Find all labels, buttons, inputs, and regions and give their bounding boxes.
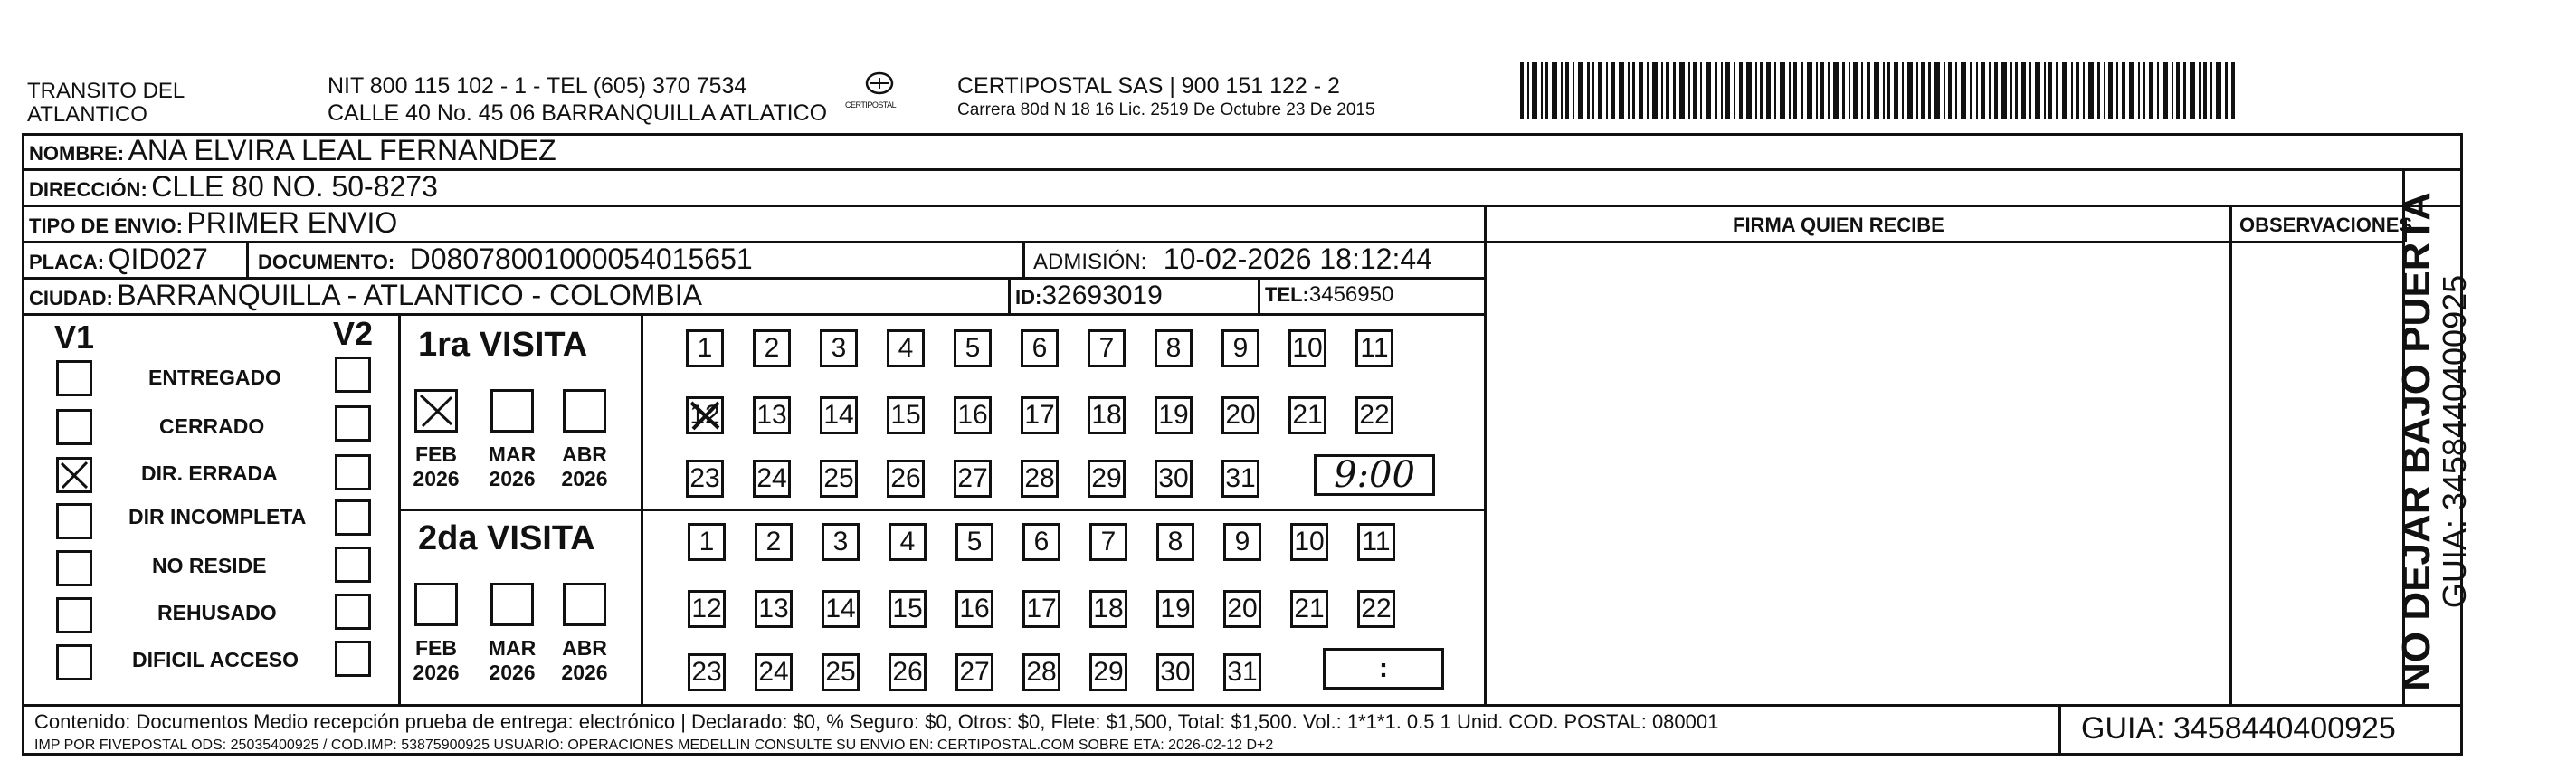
second-visit-day-16[interactable]: 16 <box>955 590 993 628</box>
id-cell <box>1015 281 1163 311</box>
second-visit-label: 2da VISITA <box>418 519 595 557</box>
second-visit-day-6[interactable]: 6 <box>1022 523 1060 561</box>
second-visit-day-15[interactable]: 15 <box>889 590 927 628</box>
first-visit-day-17[interactable]: 17 <box>1021 396 1059 434</box>
second-visit-day-12[interactable]: 12 <box>688 590 726 628</box>
v1-checkbox-no-reside[interactable] <box>56 550 92 586</box>
ciudad-cell <box>29 279 702 312</box>
first-visit-day-13[interactable]: 13 <box>753 396 791 434</box>
first-visit-day-5[interactable]: 5 <box>954 329 992 367</box>
direccion-value: CLLE 80 NO. 50-8273 <box>151 170 438 203</box>
v2-checkbox-dir-errada[interactable] <box>335 454 371 490</box>
tel-cell <box>1265 282 1393 308</box>
second-visit-month-mar-box[interactable] <box>490 583 534 626</box>
v2-checkbox-dir-incompleta[interactable] <box>335 499 371 536</box>
direccion-label: DIRECCIÓN: <box>29 178 147 201</box>
v1-checkbox-rehusado[interactable] <box>56 597 92 633</box>
v1-checkbox-dificil-acceso[interactable] <box>56 644 92 680</box>
placa-cell <box>29 243 208 276</box>
second-visit-month-mar: MAR 2026 <box>488 636 537 684</box>
certipostal-logo <box>843 71 916 120</box>
first-visit-day-7[interactable]: 7 <box>1088 329 1126 367</box>
certipostal-line-1: CERTIPOSTAL SAS | 900 151 122 - 2 <box>957 73 1340 99</box>
first-visit-month-mar: MAR 2026 <box>488 442 537 490</box>
side-guia: GUIA: 3458440400925 <box>2436 274 2473 609</box>
status-label-rehusado: REHUSADO <box>157 601 277 624</box>
v1-checkbox-dir-errada[interactable] <box>56 457 92 493</box>
first-visit-time-value: 9:00 <box>1334 454 1415 496</box>
second-visit-day-1[interactable]: 1 <box>688 523 726 561</box>
first-visit-day-31[interactable]: 31 <box>1221 460 1259 498</box>
second-visit-day-24[interactable]: 24 <box>755 653 793 691</box>
first-visit-day-25[interactable]: 25 <box>820 460 858 498</box>
id-value: 32693019 <box>1041 281 1163 310</box>
tel-label: TEL: <box>1265 283 1309 306</box>
second-visit-month-feb: FEB 2026 <box>413 636 460 684</box>
tel-value: 3456950 <box>1308 282 1394 307</box>
ciudad-value: BARRANQUILLA - ATLANTICO - COLOMBIA <box>117 279 702 311</box>
x-mark-icon <box>59 460 90 490</box>
first-visit-day-19[interactable]: 19 <box>1155 396 1193 434</box>
first-visit-day-22[interactable]: 22 <box>1355 396 1393 434</box>
direccion-row <box>29 170 438 204</box>
second-visit-day-3[interactable]: 3 <box>822 523 860 561</box>
v2-checkbox-no-reside[interactable] <box>335 547 371 583</box>
second-visit-day-31[interactable]: 31 <box>1223 653 1261 691</box>
second-visit-day-28[interactable]: 28 <box>1022 653 1060 691</box>
org-name <box>27 80 185 127</box>
first-visit-month-mar-box[interactable] <box>490 389 534 433</box>
first-visit-day-14[interactable]: 14 <box>820 396 858 434</box>
first-visit-day-24[interactable]: 24 <box>753 460 791 498</box>
second-visit-time-box[interactable] <box>1323 648 1444 690</box>
v1-checkbox-entregado[interactable] <box>56 360 92 396</box>
address-line: CALLE 40 No. 45 06 BARRANQUILLA ATLATICO <box>328 100 828 126</box>
first-visit-day-23[interactable]: 23 <box>686 460 724 498</box>
second-visit-day-19[interactable]: 19 <box>1156 590 1194 628</box>
second-visit-day-17[interactable]: 17 <box>1022 590 1060 628</box>
contenido-text: Contenido: Documentos Medio recepción prueba de entrega: electrónico | Declarado: $0, % Seguro: $0, Otros: $0, Flete: $1,500, Total: $1,500. Vol.: 1*1*1. 0.5 1 Unid. COD. POSTAL: 080001 <box>34 710 1719 733</box>
logo-text: CERTIPOSTAL <box>845 100 897 109</box>
first-visit-day-12[interactable]: 12 <box>686 396 724 434</box>
first-visit-day-11[interactable]: 11 <box>1355 329 1393 367</box>
second-visit-day-18[interactable]: 18 <box>1089 590 1127 628</box>
second-visit-month-abr-box[interactable] <box>563 583 606 626</box>
org-contact <box>328 72 827 127</box>
documento-cell <box>258 243 753 276</box>
id-label: ID: <box>1015 286 1042 309</box>
side-warning: NO DEJAR BAJO PUERTA <box>2394 192 2438 691</box>
placa-label: PLACA: <box>29 251 105 273</box>
second-visit-time-placeholder: : <box>1379 653 1388 683</box>
admision-label: ADMISIÓN: <box>1033 250 1147 274</box>
second-visit-day-22[interactable]: 22 <box>1357 590 1395 628</box>
first-visit-day-26[interactable]: 26 <box>887 460 925 498</box>
second-visit-day-25[interactable]: 25 <box>822 653 860 691</box>
first-visit-day-28[interactable]: 28 <box>1021 460 1059 498</box>
second-visit-day-27[interactable]: 27 <box>955 653 993 691</box>
first-visit-month-feb-box[interactable] <box>414 389 458 433</box>
first-visit-day-29[interactable]: 29 <box>1088 460 1126 498</box>
x-mark-icon <box>417 392 455 430</box>
second-visit-day-23[interactable]: 23 <box>688 653 726 691</box>
second-visit-day-11[interactable]: 11 <box>1357 523 1395 561</box>
v2-checkbox-cerrado[interactable] <box>335 405 371 442</box>
v2-checkbox-dificil-acceso[interactable] <box>335 641 371 677</box>
v2-checkbox-rehusado[interactable] <box>335 594 371 630</box>
status-label-entregado: ENTREGADO <box>148 366 281 389</box>
barcode <box>1520 62 2235 119</box>
imp-text: IMP POR FIVEPOSTAL ODS: 25035400925 / COD.IMP: 53875900925 USUARIO: OPERACIONES MEDELLIN CONSULTE SU ENVIO EN: CERTIPOSTAL.COM SOBRE ETA: 2026-02-12 D+2 <box>34 737 1274 753</box>
documento-label: DOCUMENTO: <box>258 251 395 273</box>
first-visit-day-30[interactable]: 30 <box>1155 460 1193 498</box>
first-visit-day-9[interactable]: 9 <box>1221 329 1259 367</box>
first-visit-month-feb: FEB 2026 <box>413 442 460 490</box>
first-visit-day-20[interactable]: 20 <box>1221 396 1259 434</box>
second-visit-day-10[interactable]: 10 <box>1290 523 1328 561</box>
nit-line: NIT 800 115 102 - 1 - TEL (605) 370 7534 <box>328 73 747 99</box>
v1-label: V1 <box>54 319 95 356</box>
firma-label: FIRMA QUIEN RECIBE <box>1733 214 1944 236</box>
first-visit-time-box[interactable] <box>1314 454 1435 496</box>
second-visit-day-7[interactable]: 7 <box>1089 523 1127 561</box>
org-line-2: ATLANTICO <box>27 102 147 127</box>
second-visit-day-5[interactable]: 5 <box>955 523 993 561</box>
first-visit-day-3[interactable]: 3 <box>820 329 858 367</box>
second-visit-day-20[interactable]: 20 <box>1223 590 1261 628</box>
documento-value: D08078001000054015651 <box>409 243 753 275</box>
first-visit-day-8[interactable]: 8 <box>1155 329 1193 367</box>
second-visit-month-abr: ABR 2026 <box>561 636 608 684</box>
first-visit-day-2[interactable]: 2 <box>753 329 791 367</box>
footer-guia: GUIA: 3458440400925 <box>2081 711 2396 746</box>
nombre-label: NOMBRE: <box>29 142 125 165</box>
first-visit-day-1[interactable]: 1 <box>686 329 724 367</box>
second-visit-day-13[interactable]: 13 <box>755 590 793 628</box>
second-visit-day-21[interactable]: 21 <box>1290 590 1328 628</box>
tipo-envio-value: PRIMER ENVIO <box>186 206 398 239</box>
first-visit-month-abr-box[interactable] <box>563 389 606 433</box>
first-visit-day-21[interactable]: 21 <box>1288 396 1326 434</box>
first-visit-day-16[interactable]: 16 <box>954 396 992 434</box>
first-visit-month-abr: ABR 2026 <box>561 442 608 490</box>
second-visit-day-26[interactable]: 26 <box>889 653 927 691</box>
certipostal-info <box>957 72 1375 121</box>
second-visit-day-29[interactable]: 29 <box>1089 653 1127 691</box>
nombre-row <box>29 134 556 167</box>
first-visit-day-27[interactable]: 27 <box>954 460 992 498</box>
v2-label: V2 <box>333 315 374 352</box>
second-visit-day-30[interactable]: 30 <box>1156 653 1194 691</box>
tipo-envio-row <box>29 206 397 240</box>
v2-checkbox-entregado[interactable] <box>335 357 371 393</box>
status-label-dir-incompleta: DIR INCOMPLETA <box>128 505 307 528</box>
v1-checkbox-cerrado[interactable] <box>56 409 92 445</box>
ciudad-label: CIUDAD: <box>29 287 113 309</box>
first-visit-label: 1ra VISITA <box>418 326 588 364</box>
org-line-1: TRANSITO DEL <box>27 79 185 103</box>
first-visit-day-15[interactable]: 15 <box>887 396 925 434</box>
status-label-dificil-acceso: DIFICIL ACCESO <box>132 648 299 671</box>
second-visit-day-8[interactable]: 8 <box>1156 523 1194 561</box>
second-visit-day-2[interactable]: 2 <box>755 523 793 561</box>
second-visit-month-feb-box[interactable] <box>414 583 458 626</box>
status-label-dir-errada: DIR. ERRADA <box>141 461 278 485</box>
first-visit-day-18[interactable]: 18 <box>1088 396 1126 434</box>
tipo-envio-label: TIPO DE ENVIO: <box>29 214 183 237</box>
first-visit-day-6[interactable]: 6 <box>1021 329 1059 367</box>
second-visit-day-14[interactable]: 14 <box>822 590 860 628</box>
second-visit-day-9[interactable]: 9 <box>1223 523 1261 561</box>
observaciones-label: OBSERVACIONES <box>2239 214 2413 236</box>
status-label-no-reside: NO RESIDE <box>152 554 267 577</box>
admision-value: 10-02-2026 18:12:44 <box>1163 243 1432 275</box>
first-visit-day-10[interactable]: 10 <box>1288 329 1326 367</box>
second-visit-day-4[interactable]: 4 <box>889 523 927 561</box>
certipostal-line-2: Carrera 80d N 18 16 Lic. 2519 De Octubre 23 De 2015 <box>957 100 1375 119</box>
first-visit-day-4[interactable]: 4 <box>887 329 925 367</box>
admision-cell <box>1033 243 1432 276</box>
v1-checkbox-dir-incompleta[interactable] <box>56 503 92 539</box>
placa-value: QID027 <box>108 243 208 275</box>
nombre-value: ANA ELVIRA LEAL FERNANDEZ <box>128 134 556 166</box>
status-label-cerrado: CERRADO <box>159 414 265 438</box>
